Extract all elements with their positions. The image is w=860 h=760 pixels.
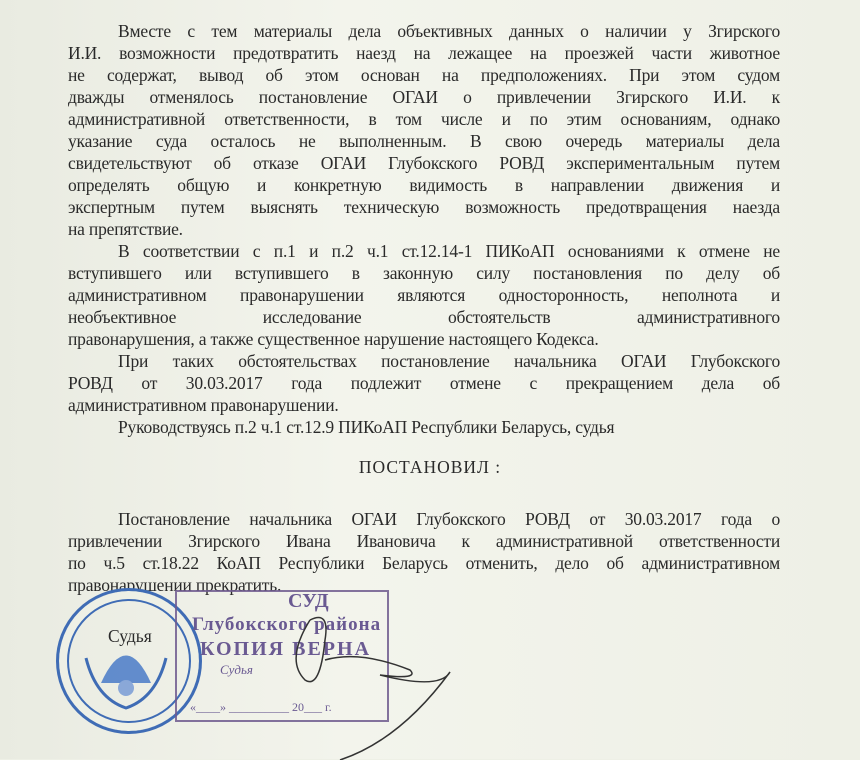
text-line: свидетельствуют об отказе ОГАИ Глубокского РОВД экспериментальным путем: [68, 153, 780, 173]
text-line: необъективное исследование обстоятельств административного: [68, 307, 780, 327]
stamp-line3: КОПИЯ ВЕРНА: [200, 638, 372, 660]
text-line: правонарушения, а также существенное нарушение настоящего Кодекса.: [68, 329, 599, 349]
text-line: В соответствии с п.1 и п.2 ч.1 ст.12.14-1 ПИКоАП основаниями к отмене не: [118, 241, 780, 261]
text-line: административном правонарушении являются односторонность, неполнота и: [68, 285, 780, 305]
text-line: вступившего или вступившего в законную силу постановления по делу об: [68, 263, 780, 283]
heading-postanovil: ПОСТАНОВИЛ :: [358, 457, 502, 477]
text-line: дважды отменялось постановление ОГАИ о привлечении Згирского И.И. к: [68, 87, 780, 107]
text-line: И.И. возможности предотвратить наезд на лежащее на проезжей части животное: [68, 43, 780, 63]
signature-label: Судья: [108, 626, 152, 646]
text-line: Вместе с тем материалы дела объективных данных о наличии у Згирского: [118, 21, 780, 41]
text-line: экспертным путем выяснять техническую возможность предотвращения наезда: [68, 197, 780, 217]
text-line: Руководствуясь п.2 ч.1 ст.12.9 ПИКоАП Республики Беларусь, судья: [118, 417, 615, 437]
ruling-line: по ч.5 ст.18.22 КоАП Республики Беларусь отменить, дело об административном: [68, 553, 780, 573]
ruling-line: привлечении Згирского Ивана Ивановича к административной ответственности: [68, 531, 780, 551]
text-line: административном правонарушении.: [68, 395, 339, 415]
stamp-date-line: «____» __________ 20___ г.: [190, 700, 332, 714]
ruling-line: правонарушении прекратить.: [68, 575, 282, 595]
text-line: не содержат, вывод об этом основан на предположениях. При этом судом: [68, 65, 780, 85]
stamp-line2: Глубокского района: [192, 614, 382, 635]
handwritten-signature: [280, 600, 500, 760]
text-line: административной ответственности, в том числе и по этим основаниям, однако: [68, 109, 780, 129]
stamp-line1: СУД: [288, 590, 329, 612]
text-line: указание суда осталось не выполненным. В свою очередь материалы дела: [68, 131, 780, 151]
ruling-line: Постановление начальника ОГАИ Глубокского РОВД от 30.03.2017 года о: [118, 509, 780, 529]
stamp-line4: Судья: [220, 662, 253, 677]
text-line: на препятствие.: [68, 219, 183, 239]
text-line: При таких обстоятельствах постановление начальника ОГАИ Глубокского: [118, 351, 780, 371]
text-line: РОВД от 30.03.2017 года подлежит отмене с прекращением дела об: [68, 373, 780, 393]
text-line: определять общую и конкретную видимость в направлении движения и: [68, 175, 780, 195]
